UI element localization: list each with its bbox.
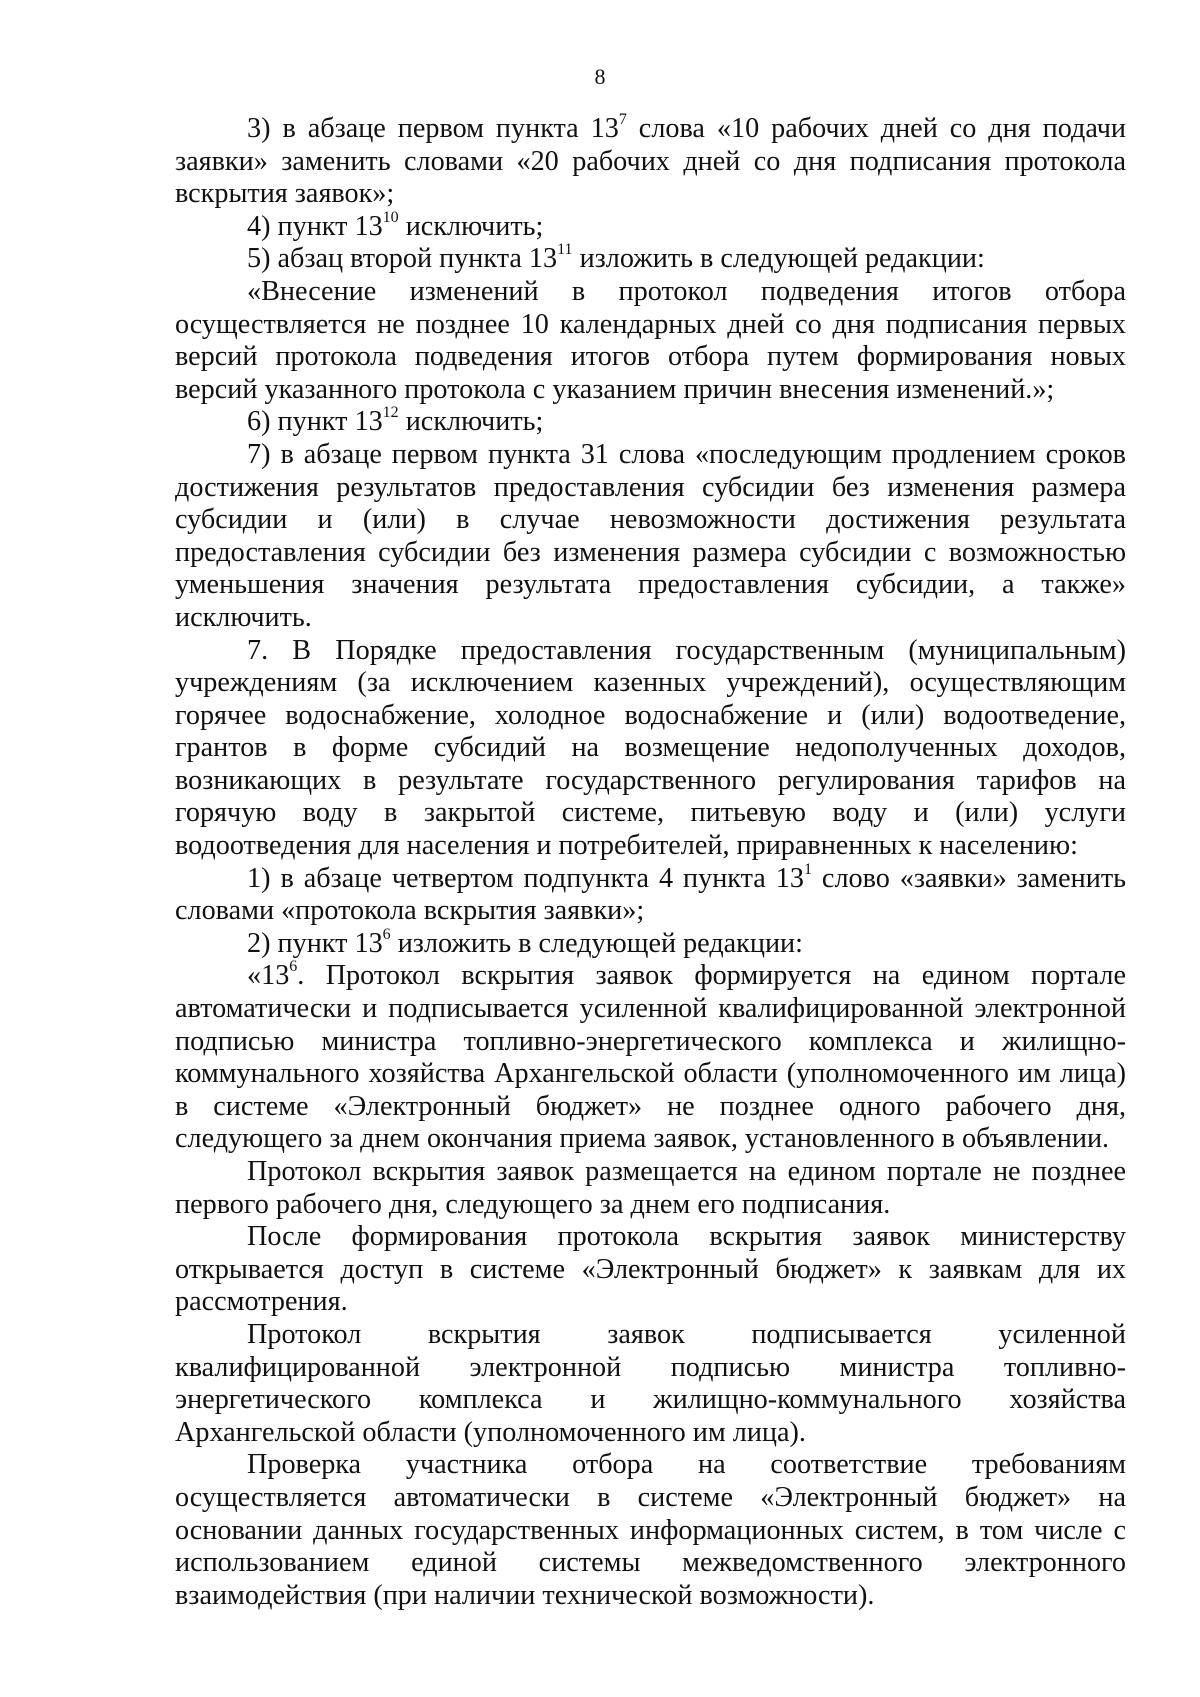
superscript-index: 12: [382, 404, 399, 422]
paragraph: [175, 1221, 1126, 1319]
page-number: 8: [594, 64, 606, 89]
superscript-index: 10: [382, 208, 399, 226]
paragraph: [175, 439, 1126, 635]
text-run: «Внесение изменений в протокол подведения итогов отбора осуществляется не позднее 10 календарных дней со дня подписания первых версий протокола подведения итогов отбора путем формирования новых версий указанного протокола с указанием причин внесения изменений.»;: [175, 275, 1126, 405]
document-body: [175, 113, 1126, 1612]
paragraph: [175, 406, 1126, 439]
paragraph: [175, 1449, 1126, 1612]
text-run: . Протокол вскрытия заявок формируется на едином портале автоматически и подписывается усиленной квалифицированной электронной подписью министра топливно-энергетического комплекса и жилищно-коммунального хозяйства Архангельской области (уполномоченного им лица) в системе «Электронный бюджет» не позднее одного рабочего дня, следующего за днем окончания приема заявок, установленного в объявлении.: [175, 960, 1126, 1155]
text-run: изложить в следующей редакции:: [572, 243, 985, 275]
text-run: Протокол вскрытия заявок размещается на едином портале не позднее первого рабочего дня, следующего за днем его подписания.: [175, 1156, 1126, 1220]
paragraph: [175, 925, 1126, 961]
paragraph: [175, 1319, 1126, 1449]
text-run: 4) пункт 13: [247, 210, 383, 242]
text-run: 3) в абзаце первом пункта 13: [247, 113, 619, 144]
paragraph: [175, 208, 1126, 244]
superscript-index: 6: [382, 925, 391, 943]
text-run: 5) абзац второй пункта 13: [247, 243, 558, 275]
text-run: После формирования протокола вскрытия заявок министерству открывается доступ в системе «Электронный бюджет» к заявкам для их рассмотрения.: [175, 1221, 1126, 1318]
text-run: 7) в абзаце первом пункта 31 слова «последующим продлением сроков достижения результатов предоставления субсидии без изменения размера субсидии и (или) в случае невозможности достижения результата предоставления субсидии без изменения размера субсидии с возможностью уменьшения значения результата предоставления субсидии, а также» исключить.: [175, 438, 1126, 633]
superscript-index: 6: [289, 958, 298, 976]
paragraph: [175, 1156, 1126, 1221]
text-run: исключить;: [398, 210, 544, 242]
paragraph: [175, 960, 1126, 1156]
text-run: Проверка участника отбора на соответствие требованиям осуществляется автоматически в системе «Электронный бюджет» на основании данных государственных информационных систем, в том числе с использованием единой системы межведомственного электронного взаимодействия (при наличии технической возможности).: [175, 1449, 1126, 1611]
paragraph: [175, 113, 1126, 211]
text-run: исключить;: [398, 406, 544, 438]
text-run: 2) пункт 13: [247, 927, 383, 959]
superscript-index: 11: [557, 241, 573, 259]
text-run: 7. В Порядке предоставления государственным (муниципальным) учреждениям (за исключением казенных учреждений), осуществляющим горячее водоснабжение, холодное водоснабжение и (или) водоотведение, грантов в форме субсидий на возмещение недополученных доходов, возникающих в результате государственного регулирования тарифов на горячую воду в закрытой системе, питьевую воду и (или) услуги водоотведения для населения и потребителей, приравненных к населению:: [175, 634, 1126, 862]
text-run: 1) в абзаце четвертом подпункта 4 пункта 13: [247, 862, 804, 894]
text-run: слово «заявки» заменить словами «протокола вскрытия заявки»;: [175, 862, 1126, 927]
superscript-index: 7: [618, 111, 627, 128]
text-run: слова «10 рабочих дней со дня подачи заявки» заменить словами «20 рабочих дней со дня подписания протокола вскрытия заявок»;: [175, 113, 1127, 210]
text-run: изложить в следующей редакции:: [390, 927, 803, 959]
paragraph: [175, 243, 1126, 276]
text-run: 6) пункт 13: [247, 406, 383, 438]
paragraph: [175, 860, 1126, 928]
paragraph: [175, 276, 1126, 406]
text-run: «13: [247, 960, 290, 992]
superscript-index: 1: [803, 860, 812, 878]
paragraph: [175, 635, 1126, 863]
text-run: Протокол вскрытия заявок подписывается усиленной квалифицированной электронной подписью министра топливно-энергетического комплекса и жилищно-коммунального хозяйства Архангельской области (уполномоченного им лица).: [175, 1318, 1126, 1448]
